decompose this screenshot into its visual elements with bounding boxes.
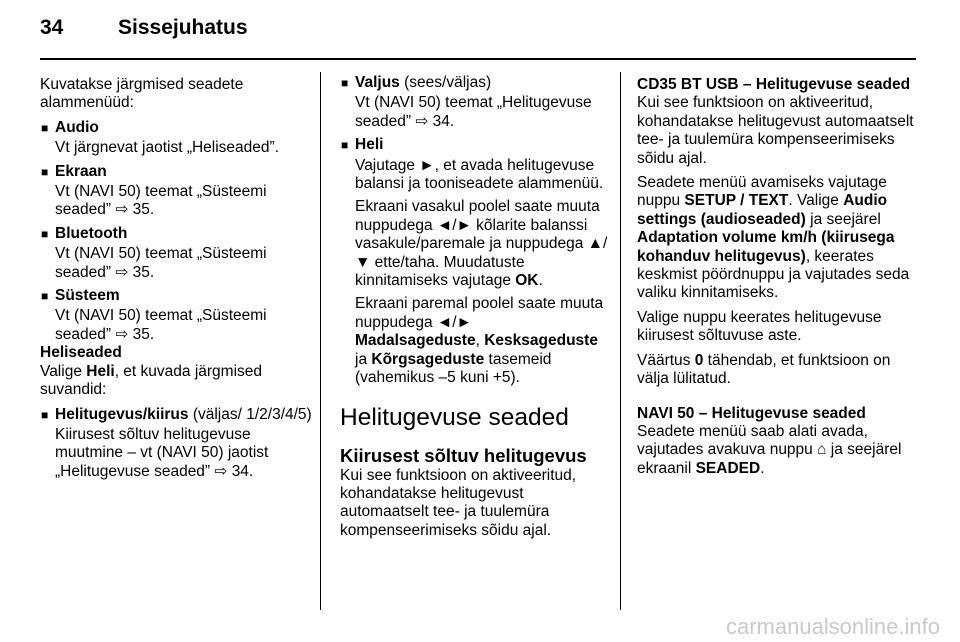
submenu-item-label: ■ Audio	[40, 119, 312, 137]
valjus-text: Vt (NAVI 50) teemat „Helitugevuse seaded” ⇨ 34.	[355, 94, 592, 130]
speed-item-label: Helitugevus/kiirus	[55, 405, 189, 423]
valjus-options: (sees/väljas)	[399, 74, 492, 91]
choose-text: Valige nuppu keerates helitugevuse kiirusest sõltuvuse aste.	[637, 308, 882, 345]
submenu-intro: Kuvatakse järgmised seadete alammenüüd:	[40, 76, 244, 112]
heliseaded-intro	[40, 363, 312, 400]
submenu-item-label: ■ Süsteem	[40, 287, 312, 305]
watermark: carmanualsonline.info	[725, 614, 940, 639]
heli-label: ■ Heli	[340, 136, 610, 154]
speed-item-text: Kiirusest sõltuv helitugevuse muutmine – vt (NAVI 50) jaotist „Helitugevuse seaded” ⇨ 34.	[55, 425, 269, 480]
column-divider	[620, 72, 621, 610]
text-run: Väärtus	[637, 351, 695, 369]
text-bold: Adaptation volume km/h (kiirusega kohanduv helitugevus)	[637, 229, 895, 265]
valjus-item	[340, 74, 610, 92]
submenu-item-text: Vt (NAVI 50) teemat „Süsteemi seaded” ⇨ 35.	[55, 245, 267, 281]
column-divider	[320, 72, 321, 610]
text-run: Ekraani vasakul poolel saate muuta nuppudega ◄/► kõlarite balanssi vasakule/paremale ja nuppudega ▲/▼ ette/taha. Muudatuste kinnitamiseks vajutage	[355, 198, 608, 290]
balance-text	[340, 198, 610, 290]
heli-text: Vajutage ►, et avada helitugevuse balansi ja tooniseadete alammenüü.	[355, 156, 604, 193]
header-rule	[40, 58, 916, 60]
text-bold: 0	[694, 351, 704, 369]
text-run: Seadete menüü saab alati avada, vajutades avakuva nuppu ⌂ ja seejärel ekraanil	[637, 422, 902, 477]
text-run: .	[538, 272, 543, 290]
text-run: ,	[475, 332, 485, 350]
submenu-item-text: Vt (NAVI 50) teemat „Süsteemi seaded” ⇨ 35.	[55, 183, 267, 219]
text-bold: SETUP / TEXT	[684, 192, 789, 210]
spacer	[637, 395, 917, 405]
text-bold: Audio settings (audioseaded)	[637, 192, 888, 228]
text-run: tasemeid (vahemikus –5 kuni +5).	[355, 350, 552, 387]
submenu-item-label: ■ Bluetooth	[40, 225, 312, 243]
navi-heading: NAVI 50 – Helitugevuse seaded	[637, 404, 866, 422]
column-3	[637, 76, 917, 484]
valjus-label: Valjus	[355, 74, 400, 91]
cd35-heading: CD35 BT USB – Helitugevuse seaded	[637, 76, 911, 93]
text-run: Valige	[40, 362, 87, 380]
zero-text	[637, 352, 917, 389]
section-heading: Helitugevuse seaded	[340, 403, 569, 431]
text-bold: Kõrgsageduste	[371, 350, 485, 368]
heliseaded-heading: Heliseaded	[40, 344, 122, 362]
text-bold: Kesksageduste	[484, 332, 598, 350]
page-header	[40, 16, 248, 40]
submenu-item-text: Vt järgnevat jaotist „Heliseaded”.	[55, 139, 280, 157]
text-run: ja seejärel	[805, 210, 881, 228]
subsection-text: Kui see funktsioon on aktiveeritud, kohandatakse helitugevust automaatselt tee- ja tuulemüra kompenseerimiseks sõidu ajal.	[340, 466, 577, 539]
submenu-item-text: Vt (NAVI 50) teemat „Süsteemi seaded” ⇨ 35.	[55, 307, 267, 343]
subsection-heading: Kiirusest sõltuv helitugevus	[340, 444, 587, 466]
text-run: tähendab, et funktsioon on välja lülitatud.	[637, 351, 891, 388]
text-run: , keerates keskmist pöördnuppu ja vajutades seda valiku kinnitamiseks.	[637, 247, 910, 302]
text-run: Ekraani paremal poolel saate muuta nuppudega ◄/►	[355, 295, 604, 331]
text-run: .	[760, 459, 765, 477]
speed-item	[40, 406, 312, 424]
navi-text	[637, 423, 917, 478]
ok-button-label: OK	[515, 272, 539, 290]
submenu-item-label: ■ Ekraan	[40, 163, 312, 181]
speed-item-options: (väljas/ 1/2/3/4/5)	[188, 405, 312, 423]
cd35-text: Kui see funktsioon on aktiveeritud, kohandatakse helitugevust automaatselt tee- ja tuulemüra kompenseerimiseks sõidu ajal.	[637, 94, 914, 167]
page-title: Sissejuhatus	[118, 16, 248, 39]
text-run: , et kuvada järgmised suvandid:	[40, 362, 263, 399]
menu-text	[637, 174, 917, 303]
column-2	[340, 76, 610, 546]
text-bold: Madalsageduste	[355, 332, 476, 350]
page-number: 34	[40, 16, 64, 39]
text-run: . Valige	[788, 192, 844, 210]
text-bold: Heli	[86, 362, 115, 380]
tone-text	[340, 295, 610, 387]
text-run: ja	[355, 350, 372, 368]
column-1	[40, 76, 312, 486]
text-run: Seadete menüü avamiseks vajutage nuppu	[637, 174, 887, 210]
text-bold: SEADED	[695, 459, 761, 477]
